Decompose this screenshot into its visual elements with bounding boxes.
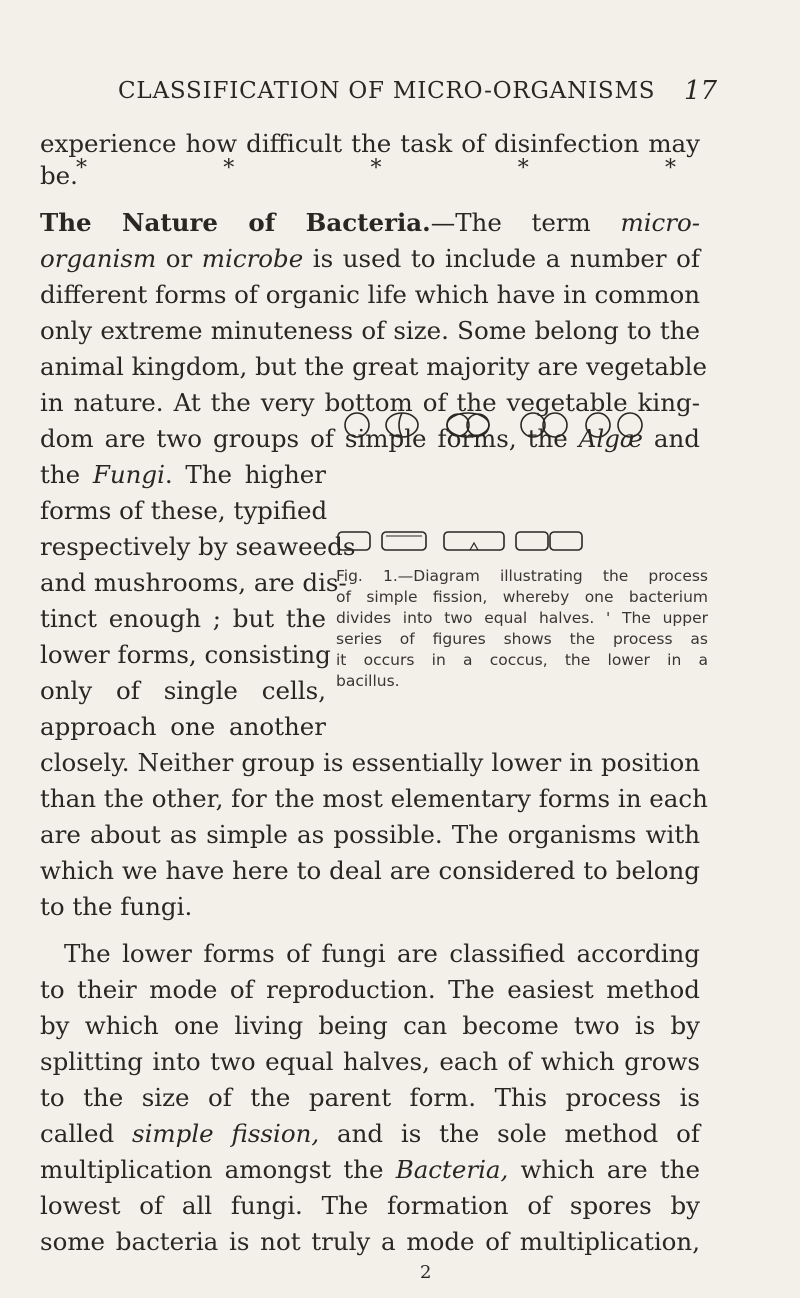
body-line: tinct enough ; but the <box>40 604 326 633</box>
body-line: to their mode of reproduction. The easiest method <box>40 975 700 1004</box>
coccus-dividing <box>447 413 489 437</box>
coccus-pair-left <box>521 413 545 437</box>
body-line: by which one living being can become two is by <box>40 1011 700 1040</box>
bacillus-single <box>338 532 370 550</box>
page-number: 17 <box>684 76 718 106</box>
figure-caption <box>336 566 708 692</box>
body-line: than the other, for the most elementary forms in each <box>40 784 708 813</box>
body-line: called simple fission, and is the sole method of <box>40 1119 700 1148</box>
asterisk: * <box>370 156 382 181</box>
body-line: respectively by seaweeds <box>40 532 356 561</box>
body-line: dom are two groups of simple forms, the Algæ and <box>40 424 700 453</box>
page-header <box>0 78 800 112</box>
asterisk: * <box>665 156 676 181</box>
asterisk: * <box>517 156 529 181</box>
body-line: organism or microbe is used to include a number of <box>40 244 700 273</box>
coccus-daughter-right <box>618 413 642 437</box>
body-line: the Fungi. The higher <box>40 460 326 489</box>
bacillus-dividing <box>444 532 504 550</box>
body-line: in nature. At the very bottom of the vegetable king- <box>40 388 700 417</box>
coccus-daughter-left <box>586 413 610 437</box>
body-line: animal kingdom, but the great majority are vegetable <box>40 352 708 381</box>
caption-line: series of figures shows the process as <box>336 630 708 648</box>
coccus-constriction <box>399 413 402 437</box>
caption-line: divides into two equal halves. ' The upper <box>336 609 708 627</box>
figure-fission-diagram <box>336 392 716 712</box>
body-line: lower forms, consisting <box>40 640 331 669</box>
caption-line: it occurs in a coccus, the lower in a <box>336 651 708 669</box>
asterisk: * <box>223 156 235 181</box>
body-line: The Nature of Bacteria.—The term micro- <box>40 208 700 237</box>
caption-line: Fig. 1.—Diagram illustrating the process <box>336 567 708 585</box>
caption-line: bacillus. <box>336 672 400 690</box>
body-line: are about as simple as possible. The organisms with <box>40 820 700 849</box>
coccus-pair-right <box>543 413 567 437</box>
bacillus-fission-row <box>336 524 716 564</box>
body-line: and mushrooms, are dis- <box>40 568 347 597</box>
signature-mark: 2 <box>420 1262 432 1283</box>
coccus-elongating <box>386 413 418 437</box>
section-break <box>76 156 676 181</box>
body-line: The lower forms of fungi are classified according <box>64 939 700 968</box>
asterisk: * <box>76 156 87 181</box>
bacillus-daughter-left <box>516 532 548 550</box>
coccus-fission-row <box>336 392 716 452</box>
body-line: some bacteria is not truly a mode of multiplication, <box>40 1227 700 1256</box>
section-heading: The Nature of Bacteria. <box>40 208 431 237</box>
body-line: multiplication amongst the Bacteria, which are the <box>40 1155 701 1184</box>
coccus-single <box>345 413 369 437</box>
body-line: closely. Neither group is essentially lower in position <box>40 748 700 777</box>
body-line: to the fungi. <box>40 892 193 921</box>
body-line: approach one another <box>40 712 326 741</box>
running-title: CLASSIFICATION OF MICRO-ORGANISMS <box>118 78 656 104</box>
body-line: only extreme minuteness of size. Some belong to the <box>40 316 700 345</box>
bacillus-elongating <box>382 532 426 550</box>
body-line: splitting into two equal halves, each of which grows <box>40 1047 700 1076</box>
body-line: only of single cells, <box>40 676 326 705</box>
body-line: experience how difficult the task of disinfection may <box>40 129 700 158</box>
caption-line: of simple fission, whereby one bacterium <box>336 588 708 606</box>
body-line: to the size of the parent form. This process is <box>40 1083 700 1112</box>
body-line: different forms of organic life which have in common <box>40 280 700 309</box>
body-line: lowest of all fungi. The formation of spores by <box>40 1191 700 1220</box>
body-line: be. <box>40 161 78 190</box>
bacillus-daughter-right <box>550 532 582 550</box>
body-line: forms of these, typified <box>40 496 328 525</box>
body-line: which we have here to deal are considered to belong <box>40 856 700 885</box>
